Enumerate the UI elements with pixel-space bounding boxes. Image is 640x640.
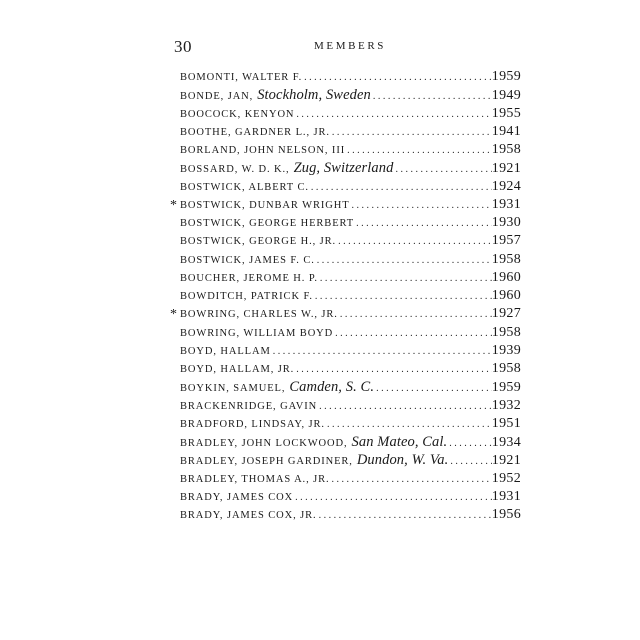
entry-body xyxy=(166,87,521,104)
membership-year: 1958 xyxy=(491,361,521,376)
member-name: BOOCOCK, KENYON xyxy=(180,108,295,120)
entry-body xyxy=(166,306,521,322)
dot-leader xyxy=(317,401,492,412)
member-entry xyxy=(166,306,521,324)
dot-leader xyxy=(333,328,492,339)
membership-year: 1934 xyxy=(491,435,521,450)
membership-year: 1957 xyxy=(491,233,521,249)
entry-body xyxy=(166,416,521,432)
member-name: BONDE, JAN, xyxy=(180,91,254,103)
member-name: BOWRING, WILLIAM BOYD xyxy=(180,327,334,339)
member-name: BOYD, HALLAM, JR. xyxy=(180,364,295,375)
entry-body xyxy=(166,325,521,341)
membership-year: 1931 xyxy=(491,488,521,504)
member-entry xyxy=(166,106,521,124)
entry-body xyxy=(166,160,521,177)
member-entry xyxy=(166,215,521,233)
membership-year: 1930 xyxy=(491,215,521,230)
member-name: BRADLEY, JOSEPH GARDINER, xyxy=(180,456,353,468)
member-location: Stockholm, Sweden xyxy=(257,87,371,104)
dot-leader xyxy=(447,438,492,449)
membership-year: 1927 xyxy=(491,306,521,322)
deceased-marker: * xyxy=(170,307,177,323)
dot-leader xyxy=(313,291,492,302)
entry-body xyxy=(166,270,521,286)
dot-leader xyxy=(448,456,491,467)
dot-leader xyxy=(345,145,492,156)
membership-year: 1932 xyxy=(491,397,521,413)
membership-year: 1955 xyxy=(491,105,521,121)
membership-year: 1958 xyxy=(491,142,521,157)
membership-year: 1939 xyxy=(491,342,521,358)
dot-leader xyxy=(294,364,492,375)
dot-leader xyxy=(302,72,492,83)
member-name: BOSTWICK, ALBERT C. xyxy=(180,181,309,193)
member-entry xyxy=(166,507,521,525)
dot-leader xyxy=(350,200,492,211)
membership-year: 1958 xyxy=(491,324,521,340)
member-location: San Mateo, Cal. xyxy=(351,434,448,450)
member-name: BOSSARD, W. D. K., xyxy=(180,164,290,176)
member-location: Zug, Switzerland xyxy=(293,160,394,177)
entry-body xyxy=(166,124,521,140)
member-entry xyxy=(166,398,521,416)
dot-leader xyxy=(330,474,492,485)
entry-body xyxy=(166,343,521,359)
dot-leader xyxy=(371,91,492,102)
member-entry xyxy=(166,87,521,105)
member-entry xyxy=(166,325,521,343)
entry-body xyxy=(166,379,521,396)
member-name: BOWRING, CHARLES W., JR. xyxy=(180,309,338,321)
member-entry xyxy=(166,69,521,87)
dot-leader xyxy=(325,419,492,430)
member-name: BOSTWICK, JAMES F. C. xyxy=(180,254,315,266)
membership-year: 1949 xyxy=(491,88,521,104)
dot-leader xyxy=(330,127,492,138)
member-name: BRACKENRIDGE, GAVIN xyxy=(180,400,318,412)
membership-year: 1959 xyxy=(491,380,521,396)
dot-leader xyxy=(374,383,492,394)
member-name: BRADLEY, THOMAS A., JR. xyxy=(180,473,330,485)
membership-year: 1951 xyxy=(491,415,521,431)
membership-year: 1921 xyxy=(491,161,521,177)
entry-body xyxy=(166,398,521,414)
member-name: BRADFORD, LINDSAY, JR. xyxy=(180,418,325,430)
member-entry xyxy=(166,489,521,507)
entry-body xyxy=(166,361,521,377)
entry-body xyxy=(166,106,521,122)
dot-leader xyxy=(336,236,492,247)
member-name: BORLAND, JOHN NELSON, III xyxy=(180,145,346,156)
member-name: BOUCHER, JEROME H. P. xyxy=(180,272,318,284)
deceased-marker: * xyxy=(170,197,177,213)
member-entry xyxy=(166,252,521,270)
member-name: BRADY, JAMES COX, JR. xyxy=(180,510,317,521)
member-name: BOYKIN, SAMUEL, xyxy=(180,383,286,395)
entry-body xyxy=(166,489,521,505)
dot-leader xyxy=(294,109,491,120)
member-entry xyxy=(166,124,521,142)
entry-body xyxy=(166,252,521,268)
member-entry xyxy=(166,452,521,470)
member-entry xyxy=(166,288,521,306)
member-entry xyxy=(166,270,521,288)
entry-body xyxy=(166,288,521,304)
entry-body xyxy=(166,179,521,195)
member-entry xyxy=(166,179,521,197)
member-entry xyxy=(166,142,521,160)
dot-leader xyxy=(338,309,492,320)
dot-leader xyxy=(309,182,492,193)
member-name: BRADY, JAMES COX xyxy=(180,491,294,503)
entry-body xyxy=(166,69,521,85)
dot-leader xyxy=(271,346,492,357)
dot-leader xyxy=(393,164,491,175)
member-location: Dundon, W. Va. xyxy=(356,452,449,469)
member-name: BOSTWICK, GEORGE HERBERT xyxy=(180,218,355,229)
entry-body xyxy=(166,233,521,249)
member-entry xyxy=(166,343,521,361)
member-entry xyxy=(166,160,521,178)
member-entry xyxy=(166,233,521,251)
membership-year: 1959 xyxy=(491,69,521,84)
page-number: 30 xyxy=(174,37,192,56)
member-name: BOMONTI, WALTER F. xyxy=(180,72,303,83)
member-name: BRADLEY, JOHN LOCKWOOD, xyxy=(180,438,348,449)
entry-body xyxy=(166,434,521,451)
entry-body xyxy=(166,142,521,158)
dot-leader xyxy=(318,273,492,284)
entry-body xyxy=(166,215,521,231)
member-entry xyxy=(166,471,521,489)
membership-year: 1952 xyxy=(491,470,521,486)
dot-leader xyxy=(315,255,492,266)
running-head: MEMBERS xyxy=(314,40,386,52)
member-name: BOSTWICK, DUNBAR WRIGHT xyxy=(180,199,350,211)
membership-year: 1931 xyxy=(491,196,521,212)
member-name: BOSTWICK, GEORGE H., JR. xyxy=(180,236,337,248)
member-name: BOWDITCH, PATRICK F. xyxy=(180,291,313,302)
member-location: Camden, S. C. xyxy=(289,379,375,396)
member-name: BOOTHE, GARDNER L., JR. xyxy=(180,126,330,138)
entry-body xyxy=(166,471,521,487)
member-entry xyxy=(166,197,521,215)
dot-leader xyxy=(293,492,492,503)
entry-body xyxy=(166,197,521,213)
member-entry xyxy=(166,416,521,434)
membership-year: 1960 xyxy=(491,269,521,285)
member-entry xyxy=(166,379,521,397)
membership-year: 1924 xyxy=(491,178,521,194)
member-name: BOYD, HALLAM xyxy=(180,345,271,357)
dot-leader xyxy=(317,510,492,521)
member-entry xyxy=(166,361,521,379)
membership-year: 1921 xyxy=(491,453,521,469)
entry-body xyxy=(166,507,521,523)
member-entry xyxy=(166,434,521,452)
membership-year: 1941 xyxy=(491,123,521,139)
dot-leader xyxy=(354,218,492,229)
membership-year: 1958 xyxy=(491,251,521,267)
member-list xyxy=(166,69,521,525)
membership-year: 1960 xyxy=(491,288,521,303)
membership-year: 1956 xyxy=(491,507,521,522)
entry-body xyxy=(166,452,521,469)
